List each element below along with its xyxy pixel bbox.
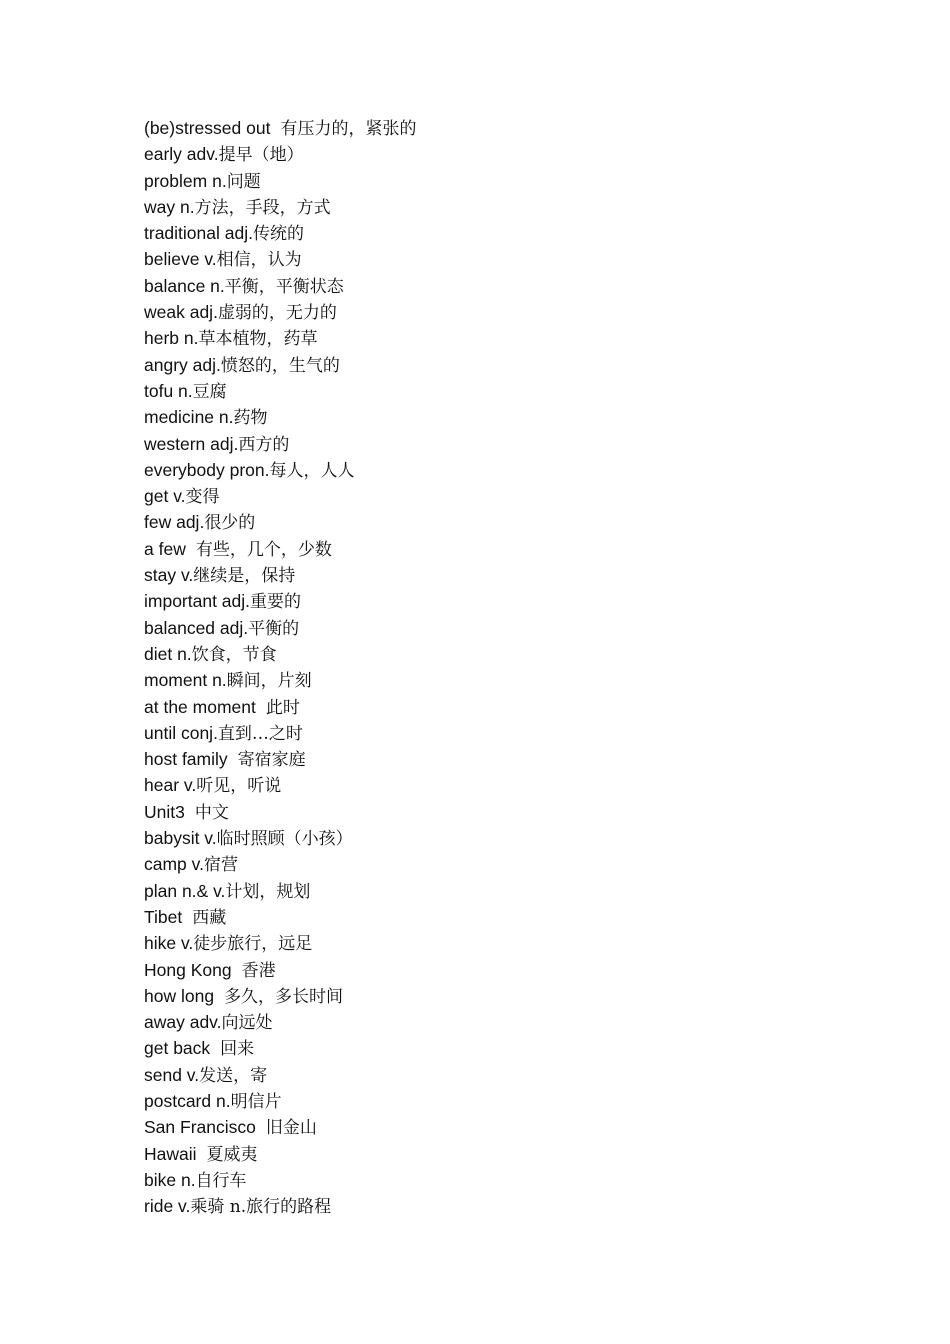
vocab-chinese: 旧金山 <box>265 1118 317 1139</box>
vocab-english: weak adj. <box>144 302 218 323</box>
vocab-chinese: 虚弱的，无力的 <box>217 303 337 324</box>
vocab-english: postcard n. <box>144 1090 231 1111</box>
vocab-english: get v. <box>144 486 186 507</box>
vocab-english: early adv. <box>144 144 219 165</box>
vocab-english: diet n. <box>144 643 192 664</box>
vocab-entry <box>144 720 416 746</box>
vocab-chinese: 提早（地） <box>218 145 304 166</box>
vocab-chinese: 瞬间，片刻 <box>226 671 312 692</box>
vocab-entry <box>144 772 416 798</box>
vocab-english: Tibet <box>144 906 183 927</box>
vocab-english: (be)stressed out <box>144 118 271 138</box>
vocab-entry <box>144 983 416 1009</box>
vocab-chinese: 夏威夷 <box>206 1144 258 1165</box>
vocab-entry <box>144 746 416 772</box>
vocab-chinese: 有压力的，紧张的 <box>280 119 417 139</box>
vocab-english: send v. <box>144 1064 200 1085</box>
vocab-entry <box>144 1141 416 1167</box>
vocab-chinese: 自行车 <box>195 1170 247 1191</box>
vocab-english: problem n. <box>144 170 227 191</box>
vocab-entry <box>144 168 416 194</box>
vocab-english: get back <box>144 1038 211 1059</box>
vocab-chinese: 临时照顾（小孩） <box>216 829 353 850</box>
vocab-chinese: 计划，规划 <box>225 881 311 902</box>
vocab-english: Hong Kong <box>144 959 232 980</box>
vocab-english: few adj. <box>144 512 205 533</box>
vocab-english: stay v. <box>144 565 194 586</box>
vocab-chinese: 饮食，节食 <box>191 644 277 665</box>
vocab-chinese: 有些，几个，少数 <box>195 539 332 560</box>
vocab-entry <box>144 1009 416 1035</box>
vocab-entry <box>144 325 416 351</box>
vocab-english: host family <box>144 749 228 770</box>
vocab-entry <box>144 404 416 430</box>
vocab-english: hike v. <box>144 933 194 954</box>
vocab-entry <box>144 1035 416 1061</box>
vocab-chinese: 每人，人人 <box>269 460 355 481</box>
vocab-entry <box>144 1193 416 1219</box>
vocab-chinese: 平衡，平衡状态 <box>224 276 344 297</box>
vocab-chinese: 药物 <box>233 408 268 429</box>
vocab-english: hear v. <box>144 775 197 796</box>
vocab-english: angry adj. <box>144 354 221 375</box>
vocab-english: way n. <box>144 196 195 217</box>
vocab-entry <box>144 1114 416 1140</box>
vocab-english: Hawaii <box>144 1143 197 1164</box>
vocab-chinese: 豆腐 <box>192 381 227 402</box>
vocab-entry <box>144 536 416 562</box>
vocab-english: moment n. <box>144 670 227 691</box>
vocab-english: believe v. <box>144 249 217 270</box>
vocab-entry <box>144 641 416 667</box>
vocab-chinese: 传统的 <box>252 224 304 245</box>
vocab-chinese: 徒步旅行，远足 <box>193 934 313 955</box>
vocab-chinese: 方法，手段，方式 <box>194 197 331 218</box>
vocab-chinese: 此时 <box>265 697 300 718</box>
vocab-entry <box>144 115 416 141</box>
vocab-entry <box>144 141 416 167</box>
vocab-entry <box>144 1167 416 1193</box>
vocab-english: away adv. <box>144 1012 222 1033</box>
vocab-entry <box>144 352 416 378</box>
vocab-entry <box>144 299 416 325</box>
vocab-entry <box>144 957 416 983</box>
vocab-entry <box>144 851 416 877</box>
vocab-english: camp v. <box>144 854 204 875</box>
vocab-entry <box>144 194 416 220</box>
vocab-english: herb n. <box>144 328 199 349</box>
vocab-entry <box>144 930 416 956</box>
vocab-entry <box>144 615 416 641</box>
vocab-entry <box>144 694 416 720</box>
vocab-english: plan n.& v. <box>144 880 226 901</box>
vocab-english: Unit3 <box>144 801 185 822</box>
vocab-english: western adj. <box>144 433 239 454</box>
vocab-english: bike n. <box>144 1169 196 1190</box>
vocab-english: traditional adj. <box>144 223 253 244</box>
vocab-entry <box>144 378 416 404</box>
vocab-english: how long <box>144 985 215 1006</box>
vocab-entry <box>144 904 416 930</box>
vocab-entry <box>144 825 416 851</box>
vocab-chinese: 重要的 <box>250 592 302 613</box>
vocab-chinese: 问题 <box>226 171 261 192</box>
vocab-entry <box>144 457 416 483</box>
vocab-entry <box>144 509 416 535</box>
vocab-chinese: 多久，多长时间 <box>224 986 344 1007</box>
vocab-chinese: 向远处 <box>221 1013 273 1034</box>
vocab-english: ride v. <box>144 1196 191 1217</box>
vocab-english: until conj. <box>144 722 218 743</box>
vocab-chinese: 宿营 <box>203 855 238 876</box>
vocab-english: important adj. <box>144 591 251 612</box>
vocab-chinese: 西方的 <box>238 434 290 455</box>
vocab-chinese: 寄宿家庭 <box>237 750 306 771</box>
vocab-english: babysit v. <box>144 828 217 849</box>
vocab-english: a few <box>144 538 186 559</box>
vocab-entry <box>144 878 416 904</box>
vocab-chinese: 直到…之时 <box>217 723 303 744</box>
vocab-chinese: 西藏 <box>192 907 227 928</box>
vocab-english: tofu n. <box>144 380 193 401</box>
vocab-entry <box>144 431 416 457</box>
vocab-entry <box>144 1088 416 1114</box>
vocab-english: everybody pron. <box>144 459 270 480</box>
vocab-chinese: 相信，认为 <box>216 250 302 271</box>
vocab-english: San Francisco <box>144 1117 256 1138</box>
vocab-chinese: 继续是，保持 <box>193 566 296 587</box>
vocab-chinese: 愤怒的，生气的 <box>220 355 340 376</box>
vocab-chinese: 变得 <box>185 487 220 508</box>
vocab-english: balance n. <box>144 275 225 296</box>
vocab-chinese: 听见，听说 <box>196 776 282 797</box>
vocab-entry <box>144 588 416 614</box>
vocab-chinese: 回来 <box>220 1039 255 1060</box>
vocab-chinese: 发送，寄 <box>199 1065 268 1086</box>
vocab-chinese: 明信片 <box>230 1091 282 1112</box>
vocab-english: at the moment <box>144 696 256 717</box>
vocab-chinese: 香港 <box>241 960 276 981</box>
vocab-entry <box>144 220 416 246</box>
vocab-chinese: 草本植物，药草 <box>198 329 318 350</box>
vocab-chinese: 很少的 <box>204 513 256 534</box>
vocab-english: medicine n. <box>144 407 234 428</box>
vocab-chinese: 乘骑 n.旅行的路程 <box>190 1197 332 1218</box>
vocab-entry <box>144 799 416 825</box>
vocabulary-list <box>144 115 416 1219</box>
vocab-entry <box>144 1062 416 1088</box>
vocab-entry <box>144 562 416 588</box>
vocab-entry <box>144 667 416 693</box>
vocab-entry <box>144 483 416 509</box>
vocab-chinese: 中文 <box>194 802 229 823</box>
vocab-entry <box>144 246 416 272</box>
vocab-entry <box>144 273 416 299</box>
vocab-english: balanced adj. <box>144 617 249 638</box>
vocab-chinese: 平衡的 <box>248 618 300 639</box>
